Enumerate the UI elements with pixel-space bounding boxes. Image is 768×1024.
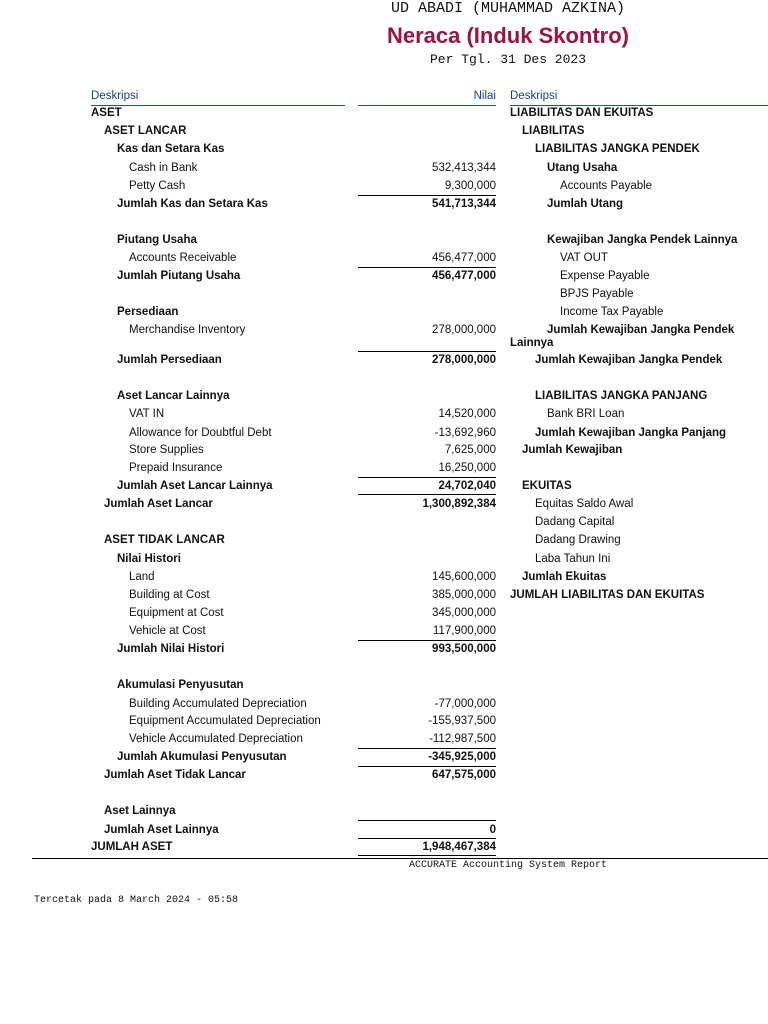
account-value: 16,250,000	[438, 462, 496, 474]
account-label: Bank BRI Loan	[547, 408, 625, 420]
header-underline-left	[91, 105, 345, 106]
account-label: Dadang Capital	[535, 516, 615, 528]
header-underline-value	[358, 105, 496, 106]
account-label: Allowance for Doubtful Debt	[129, 427, 272, 439]
total-label: Jumlah Aset Lainnya	[104, 824, 219, 836]
account-label: Vehicle Accumulated Depreciation	[129, 733, 303, 745]
footer-rule	[32, 858, 768, 859]
account-label: Accounts Payable	[560, 180, 653, 192]
grand-total-label: JUMLAH ASET	[91, 841, 173, 853]
total-label: Jumlah Aset Lancar	[104, 498, 213, 510]
short-term-liabilities-heading: LIABILITAS JANGKA PENDEK	[535, 143, 700, 155]
company-name: UD ABADI (MUHAMMAD AZKINA)	[390, 0, 626, 17]
subtotal-label: Jumlah Akumulasi Penyusutan	[117, 751, 287, 763]
subtotal-value: 456,477,000	[432, 270, 496, 282]
grand-total-value: 1,948,467,384	[422, 841, 496, 853]
account-label: Equipment Accumulated Depreciation	[129, 715, 321, 727]
subtotal-rule	[358, 351, 496, 352]
account-value: 532,413,344	[432, 162, 496, 174]
subtotal-label-wrap: Lainnya	[510, 337, 554, 349]
grand-total-double-rule	[358, 855, 496, 856]
equity-heading: EKUITAS	[522, 480, 572, 492]
account-value: 117,900,000	[432, 625, 496, 637]
subtotal-rule	[358, 267, 496, 268]
cash-equivalents-heading: Kas dan Setara Kas	[117, 143, 225, 155]
left-description-header: Deskripsi	[91, 90, 139, 102]
subtotal-label: Jumlah Piutang Usaha	[117, 270, 241, 282]
account-label: VAT OUT	[560, 252, 608, 264]
account-label: Vehicle at Cost	[129, 625, 206, 637]
account-label: Dadang Drawing	[535, 534, 621, 546]
subtotal-value: 541,713,344	[432, 198, 496, 210]
subtotal-label: Jumlah Utang	[547, 198, 624, 210]
account-label: BPJS Payable	[560, 288, 634, 300]
account-value: 345,000,000	[432, 607, 496, 619]
system-footer: ACCURATE Accounting System Report	[409, 860, 608, 871]
receivables-heading: Piutang Usaha	[117, 234, 197, 246]
subtotal-rule	[358, 748, 496, 749]
account-value: 385,000,000	[432, 589, 496, 601]
historical-value-heading: Nilai Histori	[117, 553, 181, 565]
account-value: 278,000,000	[432, 324, 496, 336]
subtotal-value: 24,702,040	[438, 480, 496, 492]
subtotal-label: Jumlah Kewajiban Jangka Panjang	[535, 427, 727, 439]
trade-payables-heading: Utang Usaha	[547, 162, 618, 174]
value-header: Nilai	[473, 90, 496, 102]
printed-timestamp: Tercetak pada 8 March 2024 - 05:58	[34, 895, 239, 906]
other-assets-heading: Aset Lainnya	[104, 805, 176, 817]
report-date: Per Tgl. 31 Des 2023	[429, 52, 587, 67]
account-label: Building at Cost	[129, 589, 210, 601]
account-value: 9,300,000	[444, 180, 496, 192]
account-value: -112,987,500	[429, 733, 496, 745]
right-description-header: Deskripsi	[510, 90, 558, 102]
total-value: 1,300,892,384	[422, 498, 496, 510]
account-label: Income Tax Payable	[560, 306, 664, 318]
total-value: 0	[489, 824, 496, 836]
account-value: 145,600,000	[432, 571, 496, 583]
subtotal-label: Jumlah Kewajiban Jangka Pendek	[547, 324, 735, 336]
subtotal-label: Jumlah Aset Lancar Lainnya	[117, 480, 273, 492]
subtotal-value: 993,500,000	[432, 643, 496, 655]
subtotal-label: Jumlah Kewajiban Jangka Pendek	[535, 354, 723, 366]
subtotal-rule	[358, 195, 496, 196]
account-label: Merchandise Inventory	[129, 324, 246, 336]
subtotal-rule	[358, 477, 496, 478]
subtotal-rule	[358, 494, 496, 495]
subtotal-label: Jumlah Nilai Histori	[117, 643, 225, 655]
account-label: Building Accumulated Depreciation	[129, 698, 307, 710]
subtotal-value: -345,925,000	[428, 751, 496, 763]
account-label: Prepaid Insurance	[129, 462, 223, 474]
account-label: Store Supplies	[129, 444, 204, 456]
grand-total-label: JUMLAH LIABILITAS DAN EKUITAS	[510, 589, 705, 601]
account-value: -13,692,960	[434, 427, 496, 439]
accumulated-depreciation-heading: Akumulasi Penyusutan	[117, 679, 244, 691]
grand-total-rule	[358, 838, 496, 839]
report-title: Neraca (Induk Skontro)	[386, 23, 630, 48]
liabilities-equity-heading: LIABILITAS DAN EKUITAS	[510, 107, 654, 119]
non-current-assets-heading: ASET TIDAK LANCAR	[104, 534, 225, 546]
account-value: -155,937,500	[428, 715, 496, 727]
total-label: Jumlah Kewajiban	[522, 444, 623, 456]
account-value: -77,000,000	[434, 698, 496, 710]
total-label: Jumlah Ekuitas	[522, 571, 607, 583]
asset-heading: ASET	[91, 107, 122, 119]
subtotal-label: Jumlah Kas dan Setara Kas	[117, 198, 268, 210]
liabilities-heading: LIABILITAS	[522, 125, 585, 137]
account-value: 7,625,000	[444, 444, 496, 456]
subtotal-rule	[358, 820, 496, 821]
total-label: Jumlah Aset Tidak Lancar	[104, 769, 246, 781]
long-term-liabilities-heading: LIABILITAS JANGKA PANJANG	[535, 390, 708, 402]
other-short-term-heading: Kewajiban Jangka Pendek Lainnya	[547, 234, 738, 246]
account-value: 14,520,000	[438, 408, 496, 420]
subtotal-label: Jumlah Persediaan	[117, 354, 222, 366]
total-value: 647,575,000	[432, 769, 496, 781]
subtotal-value: 278,000,000	[432, 354, 496, 366]
account-label: Expense Payable	[560, 270, 650, 282]
inventory-heading: Persediaan	[117, 306, 179, 318]
other-current-assets-heading: Aset Lancar Lainnya	[117, 390, 230, 402]
account-label: Petty Cash	[129, 180, 186, 192]
account-label: Accounts Receivable	[129, 252, 237, 264]
account-label: Cash in Bank	[129, 162, 198, 174]
account-label: Equitas Saldo Awal	[535, 498, 634, 510]
account-label: Laba Tahun Ini	[535, 553, 611, 565]
subtotal-rule	[358, 766, 496, 767]
account-label: VAT IN	[129, 408, 165, 420]
subtotal-rule	[358, 640, 496, 641]
account-value: 456,477,000	[432, 252, 496, 264]
current-assets-heading: ASET LANCAR	[104, 125, 187, 137]
account-label: Equipment at Cost	[129, 607, 224, 619]
account-label: Land	[129, 571, 155, 583]
